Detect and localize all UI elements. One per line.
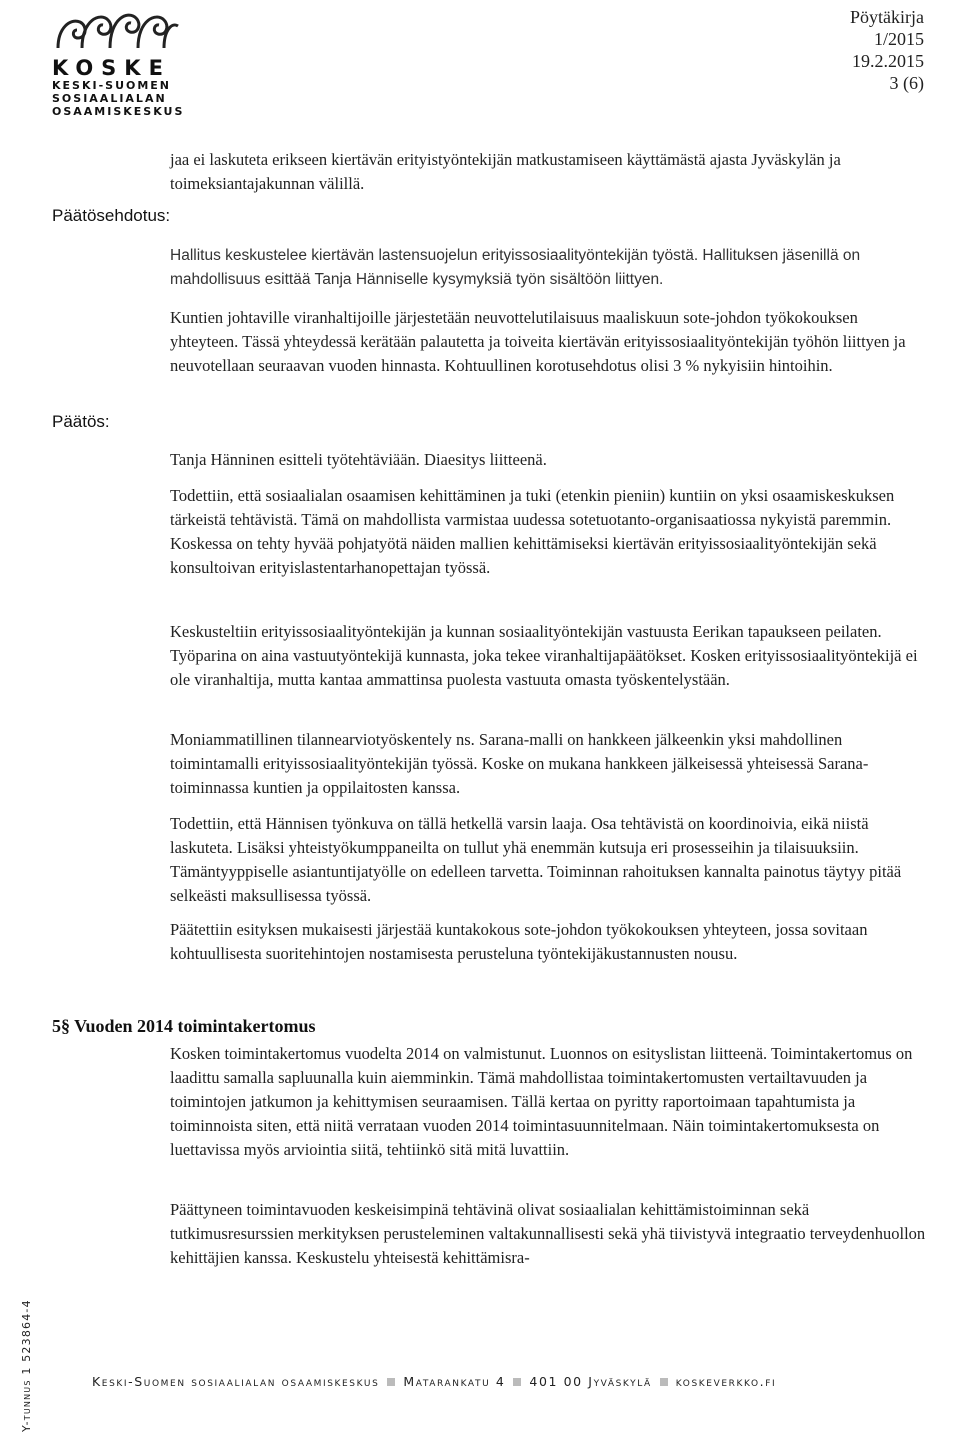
footer-separator <box>660 1378 668 1386</box>
paatosehdotus-label: Päätösehdotus: <box>52 206 171 225</box>
footer-city: 401 00 Jyväskylä <box>529 1374 652 1389</box>
paatos-paragraph-1: Tanja Hänninen esitteli työtehtäviään. Diaesitys liitteenä. <box>170 450 547 469</box>
doc-date: 19.2.2015 <box>852 51 924 71</box>
doc-type: Pöytäkirja <box>850 7 924 27</box>
paatosehdotus-paragraph-2: Kuntien johtaville viranhaltijoille järjestetään neuvottelutilaisuus maaliskuun sote-johdon työkokouksen yhteyteen. Tässä yhteydessä kerätään palautetta ja toiveita kiertävän erityissosiaalityöntekijän työhön liittyen ja neuvotellaan seuraavan vuoden hinnasta. Kohtuullinen korotusehdotus olisi 3 % nykyisiin hintoihin. <box>170 308 906 375</box>
intro-paragraph: jaa ei laskuteta erikseen kiertävän erityistyöntekijän matkustamiseen käyttämästä ajasta Jyväskylän ja toimeksiantajakunnan välillä. <box>170 150 841 193</box>
logo-spiral-icon <box>52 8 182 56</box>
section-5-paragraph-1: Kosken toimintakertomus vuodelta 2014 on valmistunut. Luonnos on esityslistan liitteenä. Toimintakertomus on laadittu samalla sapluunalla kuin aiemminkin. Tämä mahdollistaa toimintakertomusten vertailtavuuden ja toimintojen jatkumon ja kehittymisen seuraamisen. Tällä kertaa on pyritty raportoimaan tapahtumista ja toiminnoista siten, että niitä verrataan vuoden 2014 toimintasuunnitelmaan. Näin toimintakertomuksesta on luettavissa myös arviointia siitä, tehtiinkö sitä mitä luvattiin. <box>170 1044 913 1159</box>
paatos-paragraph-3: Keskusteltiin erityissosiaalityöntekijän ja kunnan sosiaalityöntekijän vastuusta Eerikan tapaukseen peilaten. Työparina on aina vastuutyöntekijä kunnasta, joka tekee viranhaltijapäätökset. Kosken erityissosiaalityöntekijä ei ole viranhaltija, mutta kantaa ammattinsa puolesta vastuuta omasta työskentelystään. <box>170 622 918 689</box>
footer-web[interactable]: koskeverkko.fi <box>675 1374 777 1389</box>
footer-separator <box>387 1378 395 1386</box>
paatos-paragraph-6: Päätettiin esityksen mukaisesti järjestää kuntakokous sote-johdon työkokouksen yhteyteen, jossa sovitaan kohtuullisesta suoritehintojen nostamisesta perusteluna työntekijäkustannusten nousu. <box>170 920 868 963</box>
paatos-paragraph-4: Moniammatillinen tilannearviotyöskentely ns. Sarana-malli on hankkeen jälkeenkin yksi mahdollinen toimintamalli erityissosiaalityöntekijän työssä. Koske on mukana hankkeen jälkeisessä yhteisessä Sarana-toiminnassa kuntien ja oppilaitosten kanssa. <box>170 730 869 797</box>
koske-logo <box>52 8 192 118</box>
footer-street: Matarankatu 4 <box>403 1374 506 1389</box>
logo-sub-3: OSAAMISKESKUS <box>52 105 185 118</box>
page-number: 3 (6) <box>889 73 924 93</box>
logo-sub-1: KESKI-SUOMEN <box>52 79 172 92</box>
footer-org: Keski-Suomen sosiaalialan osaamiskeskus <box>92 1374 380 1389</box>
paatos-paragraph-5: Todettiin, että Hännisen työnkuva on tällä hetkellä varsin laaja. Osa tehtävistä on koordinoivia, eikä niistä laskuteta. Lisäksi yhteistyökumppaneilta on tullut yhä enemmän kutsuja eri prosesseihin ja tilaisuuksiin. Tämäntyyppiselle asiantuntijatyölle on edelleen tarvetta. Toiminnan rahoituksen kannalta painotus täytyy pitää selkeästi maksullisessa työssä. <box>170 814 902 905</box>
footer-separator <box>513 1378 521 1386</box>
paatosehdotus-paragraph-1: Hallitus keskustelee kiertävän lastensuojelun erityissosiaalityöntekijän työstä. Hallituksen jäsenillä on mahdollisuus esittää Tanja Hänniselle kysymyksiä työn sisältöön liittyen. <box>170 247 861 288</box>
business-id: Y-tunnus 1 523864-4 <box>20 1299 33 1432</box>
section-5-paragraph-2: Päättyneen toimintavuoden keskeisimpinä tehtävinä olivat sosiaalialan kehittämistoiminnan sekä tutkimusresurssien merkityksen perusteleminen valtakunnallisesti sekä yhä tiivistyvä integraatio terveydenhuollon kehittäjien kanssa. Keskustelu yhteisestä kehittämisra- <box>170 1200 926 1267</box>
logo-sub-2: SOSIAALIALAN <box>52 92 167 105</box>
doc-number: 1/2015 <box>873 29 924 49</box>
paatos-paragraph-2: Todettiin, että sosiaalialan osaamisen kehittäminen ja tuki (etenkin pieniin) kuntiin on yksi osaamiskeskuksen tärkeistä tehtävistä. Tämä on mahdollista varmistaa uudessa sotetuotanto-organisaatiossa nykyistä paremmin. Koskessa on tehty hyvää pohjatyötä näiden mallien kehittämiseksi kiertävän erityissosiaalityöntekijän sekä konsultoivan erityislastentarhanopettajan työssä. <box>170 486 895 577</box>
paatos-label: Päätös: <box>52 412 110 431</box>
document-meta <box>850 6 924 94</box>
logo-name: KOSKE <box>52 56 171 80</box>
footer <box>92 1374 776 1389</box>
section-5-heading: 5§ Vuoden 2014 toimintakertomus <box>52 1016 316 1036</box>
